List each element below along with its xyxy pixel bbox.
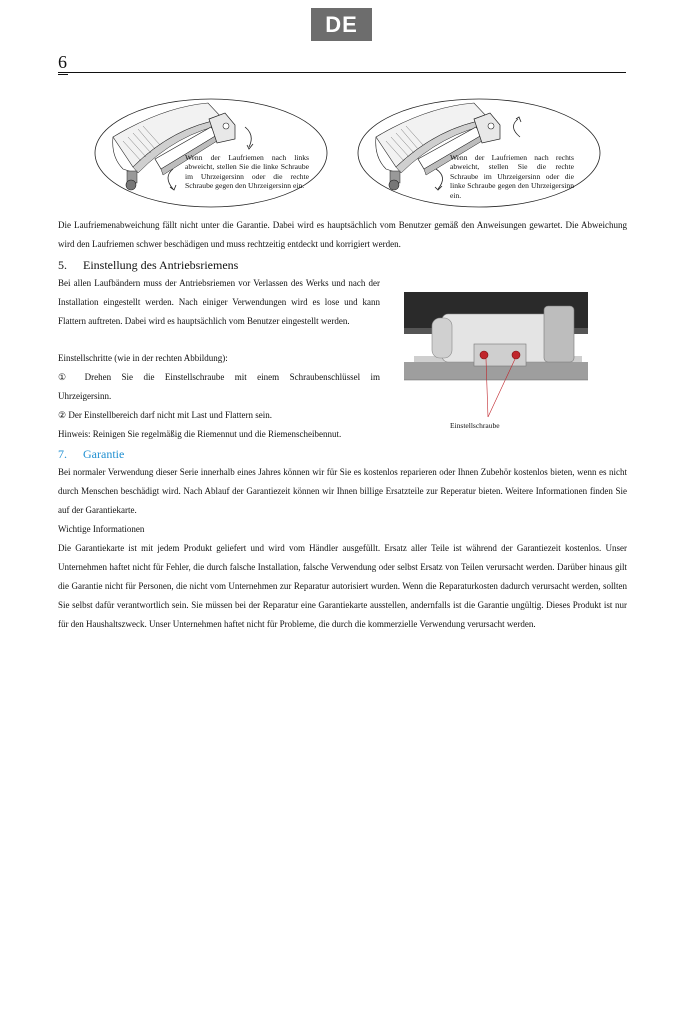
warranty-paragraph: Bei normaler Verwendung dieser Serie innerhalb eines Jahres können wir für Sie es kostenlos reparieren oder Ihnen Zubehör kostenlos bieten, wenn es nicht durch Menschen beschädigt wird. Nach Ablauf der Garantiezeit können wir Ihnen billige Ersatzteile zur Reperatur bieten. Weitere Informationen finden Sie auf der Garantiekarte. xyxy=(58,467,627,515)
important-info-heading: Wichtige Informationen xyxy=(58,524,145,534)
belt-deviation-paragraph: Die Laufriemenabweichung fällt nicht unter die Garantie. Dabei wird es hauptsächlich vom Benutzer gemäß den Anweisungen gewartet. Die Abweichung wird den Laufriemen schwer beschädigen und muss rechtzeitig entdeckt und korrigiert werden. xyxy=(58,220,627,249)
section-5-number: 5. xyxy=(58,258,67,272)
language-badge: DE xyxy=(311,8,372,41)
step-1-line-1: ① Drehen Sie die Einstellschraube mit einem Schraubenschlüssel im xyxy=(58,372,380,382)
header-rule xyxy=(58,72,626,73)
adjustment-screw-label: Einstellschraube xyxy=(450,421,500,430)
section-5-paragraph: Bei allen Laufbändern muss der Antriebsriemen vor Verlassen des Werks und nach der Installation eingestellt werden. Nach einiger Verwendungen wird es lose und kann Flattern auftreten. Dabei wird es hauptsächlich vom Benutzer eingestellt werden. xyxy=(58,278,380,326)
left-figure-caption: Wenn der Laufriemen nach links abweicht, stellen Sie die linke Schraube im Uhrzeigersinn oder die rechte Schraube gegen den Uhrzeigersinn ein. xyxy=(185,153,309,191)
belt-right-deviation-figure xyxy=(356,97,602,209)
steps-intro: Einstellschritte (wie in der rechten Abbildung): xyxy=(58,353,228,363)
belt-left-deviation-figure xyxy=(93,97,329,209)
warranty-card-paragraph: Die Garantiekarte ist mit jedem Produkt geliefert und wird vom Händler ausgefüllt. Ersatz aller Teile ist während der Garantiezeit kostenlos. Unser Unternehmen haftet nicht für Fehler, die durch falsche Installation, falsche Verwendung oder selbst Ersatz von Teilen verursacht werden. Darüber hinaus gilt die Garantie nicht für Personen, die nicht vom Unternehmen zur Reparatur autorisiert wurden. Wenn die Reparaturkosten dadurch verursacht werden, sollten Sie selbst dafür verantwortlich sein. Sie müssen bei der Reparatur eine Garantiekarte ausstellen, andernfalls ist die Garantie ungültig. Dieses Produkt ist nur für den Haushaltszweck. Unser Unternehmen haftet nicht für Probleme, die durch die kommerzielle Verwendung verursacht werden. xyxy=(58,543,627,629)
maintenance-hint: Hinweis: Reinigen Sie regelmäßig die Riemennut und die Riemenscheibennut. xyxy=(58,429,342,439)
right-figure-caption: Wenn der Laufriemen nach rechts abweicht, stellen Sie die rechte Schraube im Uhrzeigersinn oder die linke Schraube gegen den Uhrzeigersinn ein. xyxy=(450,153,574,200)
step-2: ② Der Einstellbereich darf nicht mit Last und Flattern sein. xyxy=(58,410,273,420)
motor-illustration xyxy=(404,292,588,432)
section-5-heading xyxy=(58,257,238,273)
page-number: 6 xyxy=(58,52,67,72)
section-7-title: Garantie xyxy=(83,447,125,461)
page-number-underline xyxy=(58,74,68,75)
section-5-title: Einstellung des Antriebsriemens xyxy=(83,258,239,272)
section-7-heading xyxy=(58,446,124,462)
step-1-line-2: Uhrzeigersinn. xyxy=(58,391,112,401)
section-7-number: 7. xyxy=(58,447,67,461)
drive-belt-figure xyxy=(404,292,588,380)
